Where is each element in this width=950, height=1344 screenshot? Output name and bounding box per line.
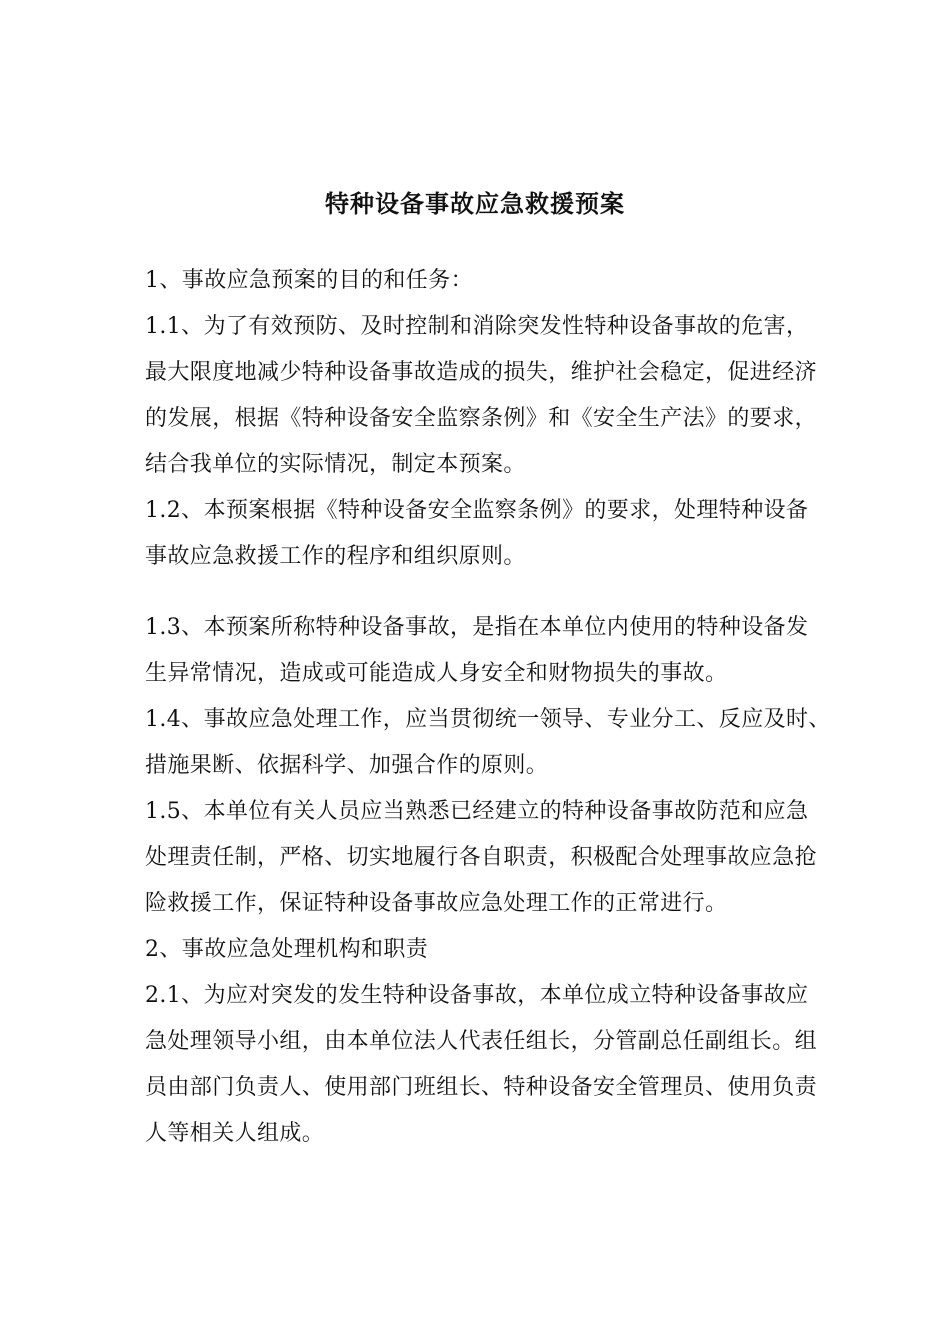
paragraph-line: 1.3、本预案所称特种设备事故，是指在本单位内使用的特种设备发: [145, 615, 809, 640]
paragraph-line: 的发展，根据《特种设备安全监察条例》和《安全生产法》的要求，: [145, 406, 818, 431]
paragraph-line: 1.1、为了有效预防、及时控制和消除突发性特种设备事故的危害，: [145, 314, 809, 339]
paragraph-line: 员由部门负责人、使用部门班组长、特种设备安全管理员、使用负责: [145, 1075, 818, 1100]
paragraph-line: 结合我单位的实际情况，制定本预案。: [145, 452, 526, 477]
paragraph-line: 1.2、本预案根据《特种设备安全监察条例》的要求，处理特种设备: [145, 498, 809, 523]
paragraph-line: 1.4、事故应急处理工作，应当贯彻统一领导、专业分工、反应及时、: [145, 707, 831, 732]
paragraph-line: 急处理领导小组，由本单位法人代表任组长，分管副总任副组长。组: [145, 1029, 818, 1054]
paragraph-line: 生异常情况，造成或可能造成人身安全和财物损失的事故。: [145, 661, 728, 686]
paragraph-gap: [145, 580, 810, 605]
paragraph-line: 险救援工作，保证特种设备事故应急处理工作的正常进行。: [145, 891, 728, 916]
section-heading-2: 2、事故应急处理机构和职责: [145, 937, 429, 962]
paragraph-line: 处理责任制，严格、切实地履行各自职责，积极配合处理事故应急抢: [145, 845, 818, 870]
section-heading-1: 1、事故应急预案的目的和任务：: [145, 268, 473, 293]
paragraph-line: 措施果断、依据科学、加强合作的原则。: [145, 753, 549, 778]
paragraph-line: 1.5、本单位有关人员应当熟悉已经建立的特种设备事故防范和应急: [145, 799, 809, 824]
document-body: [145, 258, 831, 1157]
paragraph-line: 人等相关人组成。: [145, 1121, 325, 1146]
paragraph-line: 2.1、为应对突发的发生特种设备事故，本单位成立特种设备事故应: [145, 983, 809, 1008]
paragraph-line: 最大限度地减少特种设备事故造成的损失，维护社会稳定，促进经济: [145, 360, 818, 385]
document-title: 特种设备事故应急救援预案: [325, 190, 625, 218]
paragraph-line: 事故应急救援工作的程序和组织原则。: [145, 544, 526, 569]
